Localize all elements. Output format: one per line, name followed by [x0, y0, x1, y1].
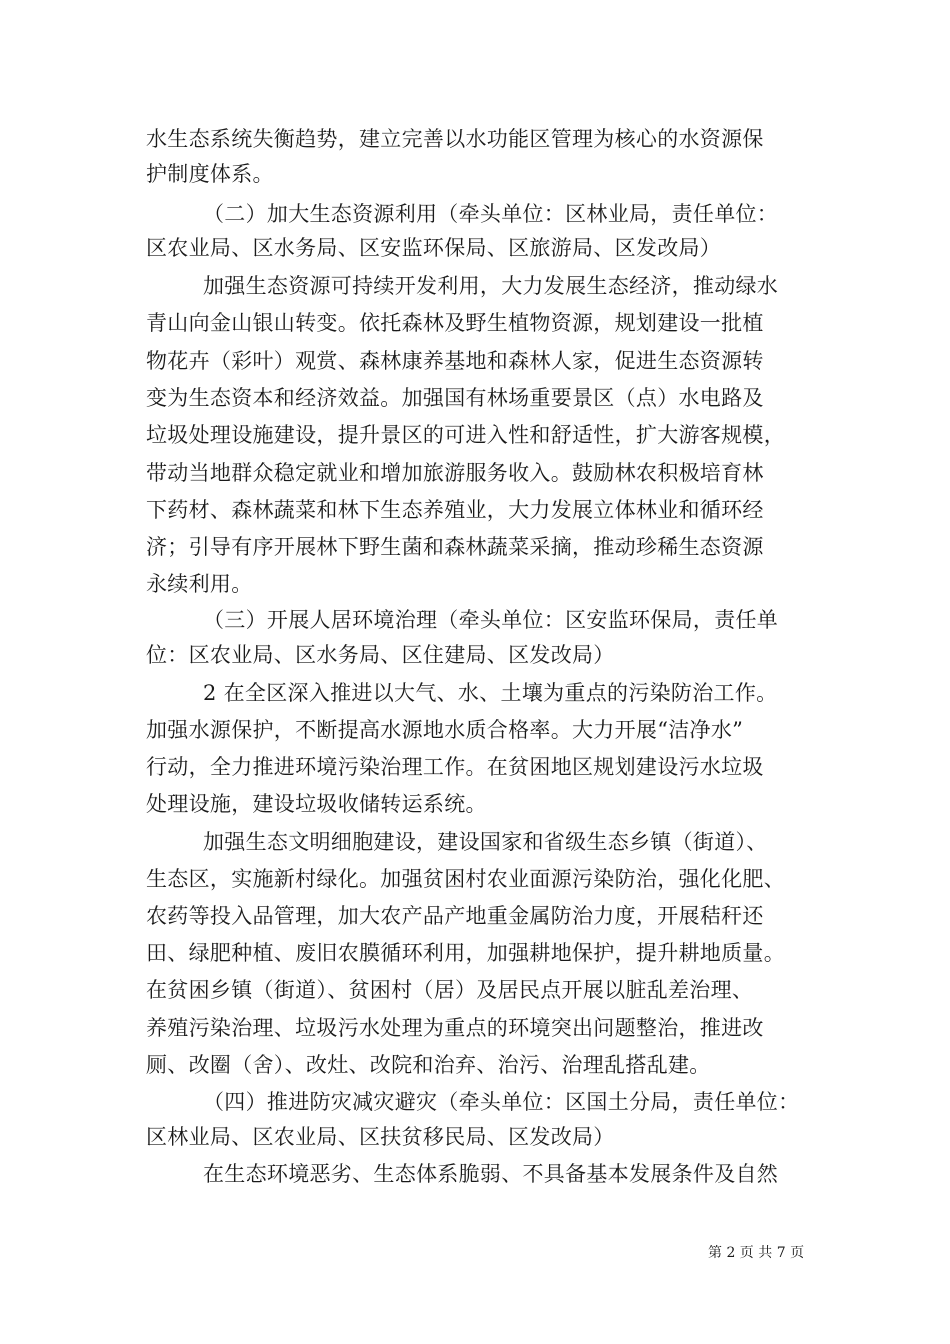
section-heading-cont: 区农业局、区水务局、区安监环保局、区旅游局、区发改局）	[146, 236, 722, 260]
section-heading: （二）加大生态资源利用（牵头单位：区林业局，责任单位：	[203, 202, 779, 226]
section-heading: （三）开展人居环境治理（牵头单位：区安监环保局，责任单	[203, 608, 779, 632]
text-line: 水生态系统失衡趋势，建立完善以水功能区管理为核心的水资源保	[146, 127, 764, 151]
section-heading-cont: 区林业局、区农业局、区扶贫移民局、区发改局）	[146, 1125, 615, 1149]
text-line: 青山向金山银山转变。依托森林及野生植物资源，规划建设一批植	[146, 311, 764, 335]
paragraph-start: 加强生态文明细胞建设，建设国家和省级生态乡镇（街道）、	[203, 830, 768, 854]
paragraph-start: 在生态环境恶劣、生态体系脆弱、不具备基本发展条件及自然	[203, 1162, 779, 1186]
text-line: 永续利用。	[146, 572, 253, 596]
text-line: 物花卉（彩叶）观赏、森林康养基地和森林人家，促进生态资源转	[146, 349, 764, 373]
paragraph-start: 加强生态资源可持续开发利用，大力发展生态经济，推动绿水	[203, 274, 779, 298]
section-heading-cont: 位：区农业局、区水务局、区住建局、区发改局）	[146, 643, 615, 667]
text-line: 垃圾处理设施建设，提升景区的可进入性和舒适性，扩大游客规模，	[146, 423, 785, 447]
text-line: 农药等投入品管理，加大农产品产地重金属防治力度，开展秸秆还	[146, 904, 764, 928]
text-line: 变为生态资本和经济效益。加强国有林场重要景区（点）水电路及	[146, 386, 764, 410]
text-line: 厕、改圈（舍）、改灶、改院和治弃、治污、治理乱搭乱建。	[146, 1053, 711, 1077]
text-line: 加强水源保护，不断提高水源地水质合格率。大力开展“洁净水”	[146, 718, 744, 742]
text-line: 在贫困乡镇（街道）、贫困村（居）及居民点开展以脏乱差治理、	[146, 978, 754, 1002]
text-line: 行动，全力推进环境污染治理工作。在贫困地区规划建设污水垃圾	[146, 755, 764, 779]
page-number: 第 2 页 共 7 页	[708, 1245, 805, 1261]
paragraph-start: 2 在全区深入推进以大气、水、土壤为重点的污染防治工作。	[203, 681, 778, 705]
text-line: 下药材、森林蔬菜和林下生态养殖业，大力发展立体林业和循环经	[146, 498, 764, 522]
section-heading: （四）推进防灾减灾避灾（牵头单位：区国土分局，责任单位：	[203, 1090, 800, 1114]
text-line: 养殖污染治理、垃圾污水处理为重点的环境突出问题整治，推进改	[146, 1016, 764, 1040]
text-line: 处理设施，建设垃圾收储转运系统。	[146, 792, 487, 816]
text-line: 护制度体系。	[146, 162, 274, 186]
text-line: 济；引导有序开展林下野生菌和森林蔬菜采摘，推动珍稀生态资源	[146, 535, 764, 559]
text-line: 生态区，实施新村绿化。加强贫困村农业面源污染防治，强化化肥、	[146, 867, 785, 891]
text-line: 带动当地群众稳定就业和增加旅游服务收入。鼓励林农积极培育林	[146, 461, 764, 485]
text-line: 田、绿肥种植、废旧农膜循环利用，加强耕地保护，提升耕地质量。	[146, 941, 785, 965]
